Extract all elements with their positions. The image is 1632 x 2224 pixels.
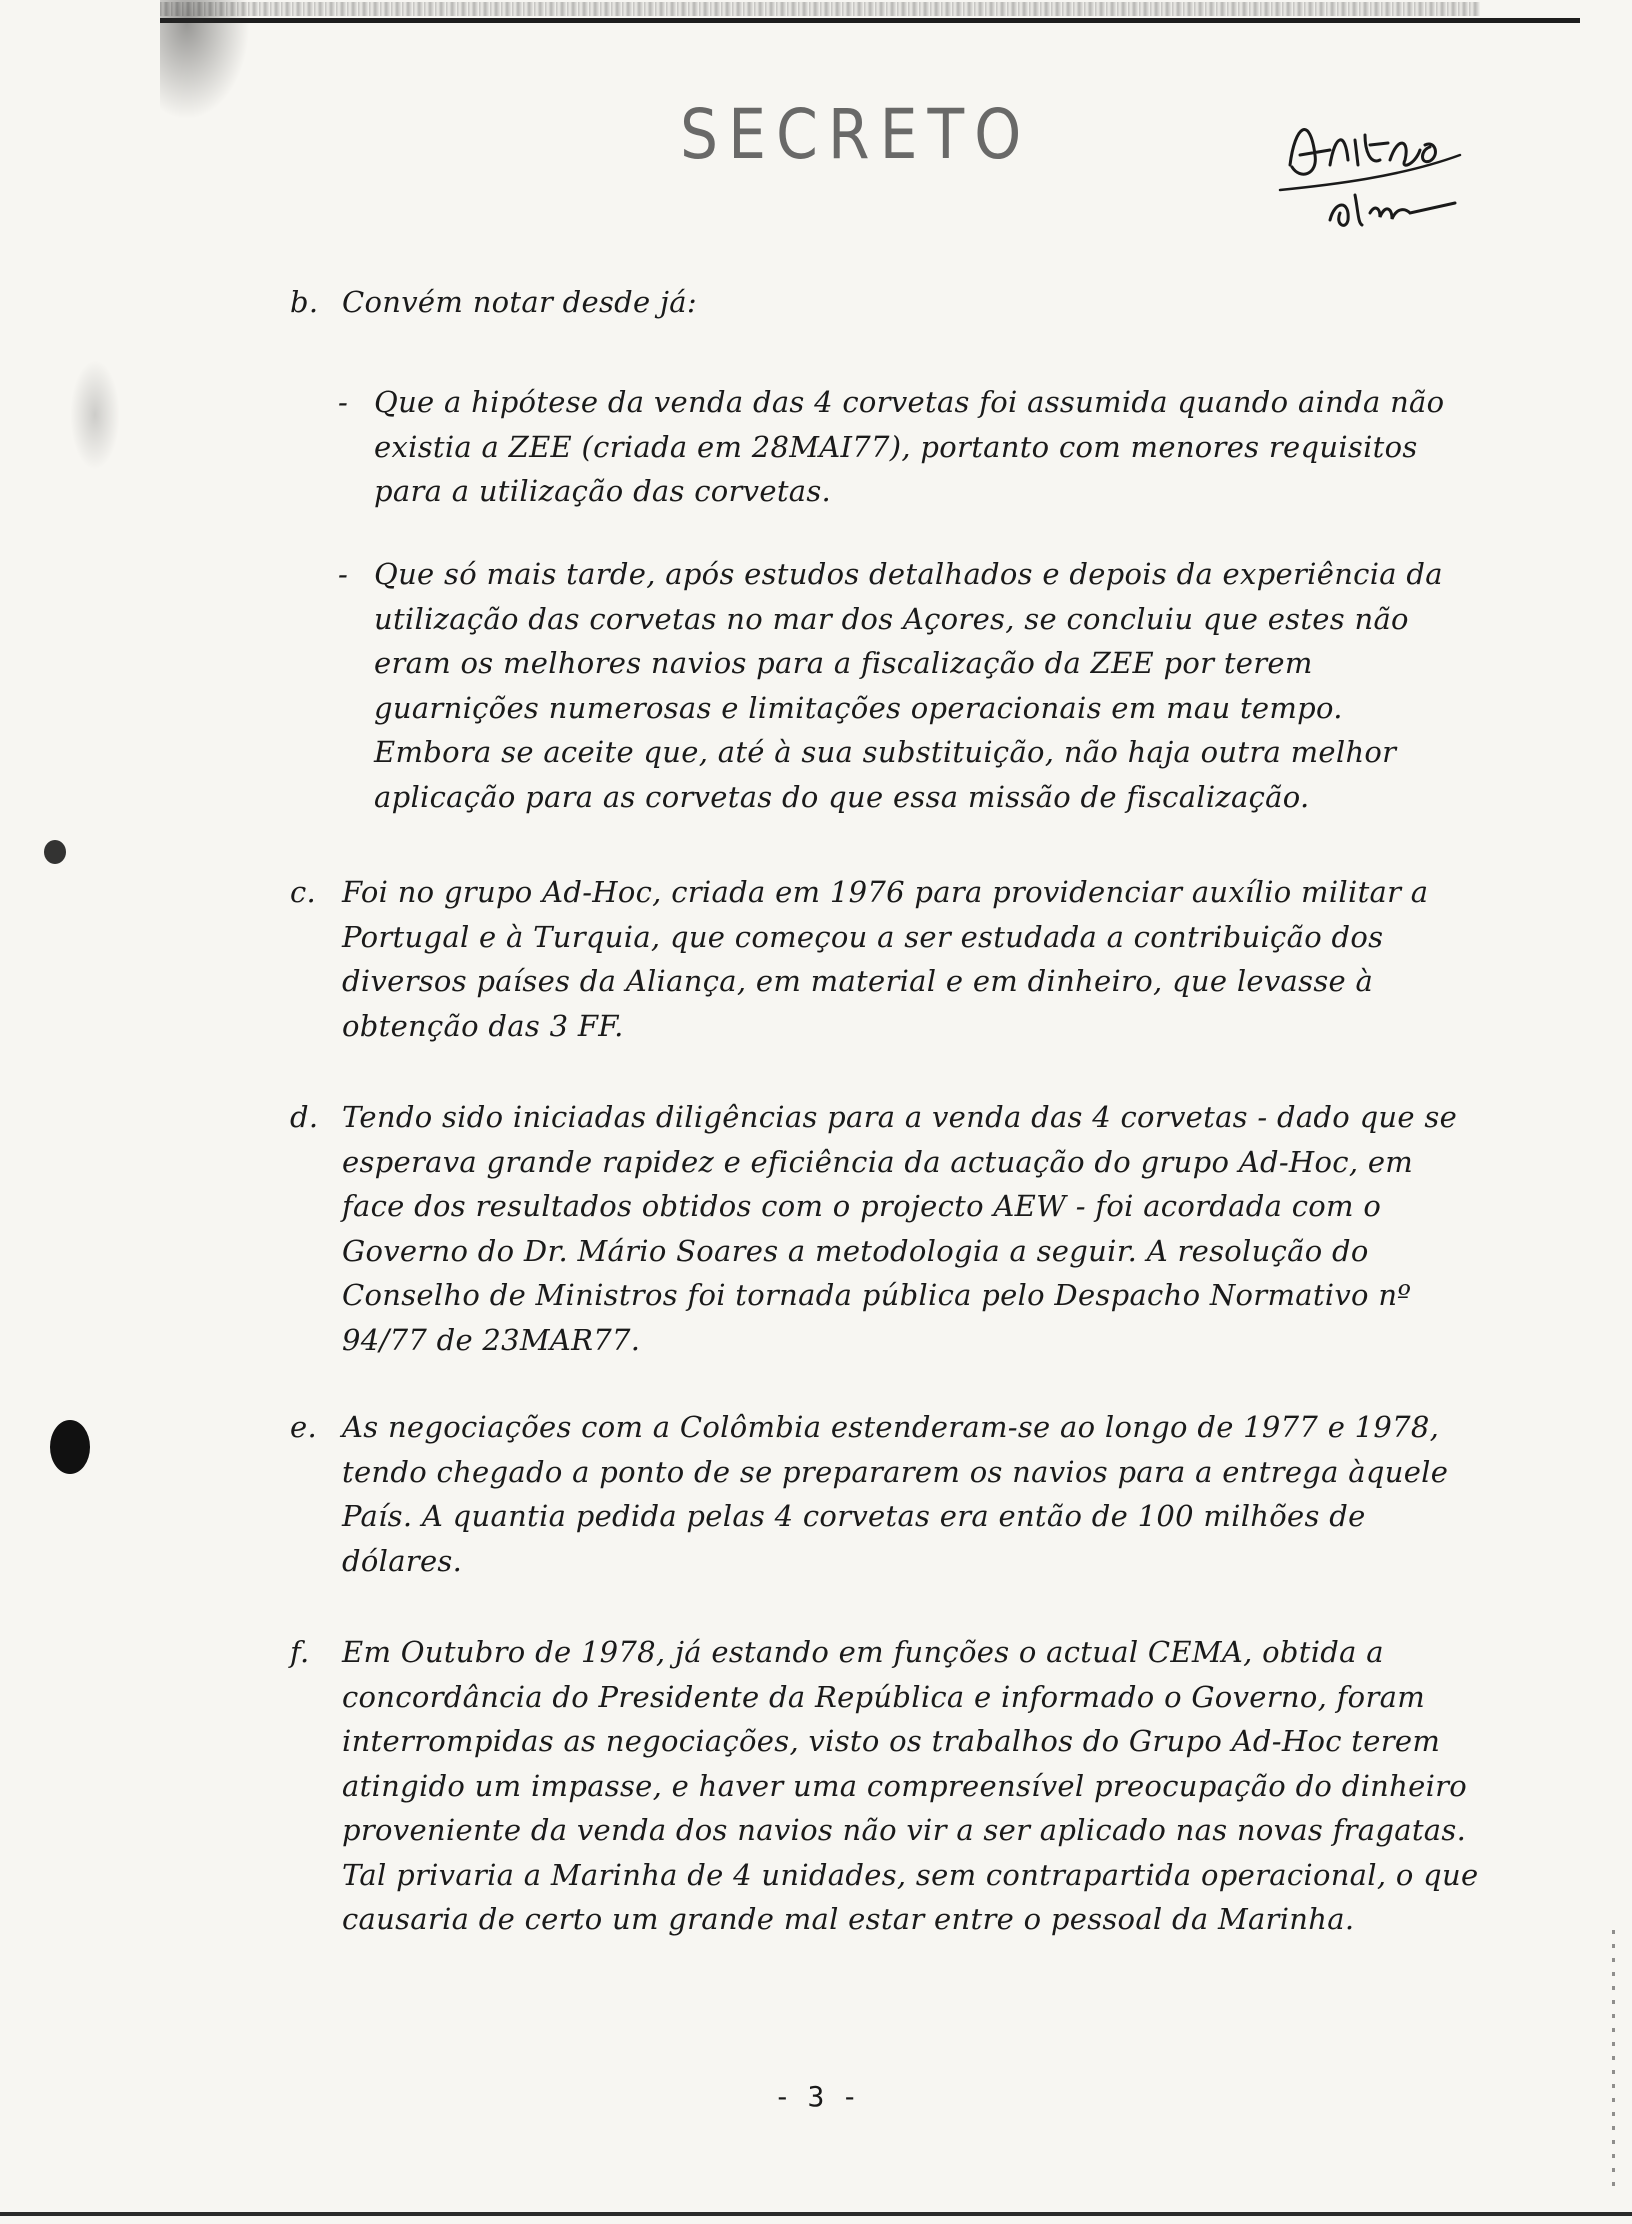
corner-smudge [160, 0, 250, 120]
bottom-scan-line [0, 2212, 1632, 2216]
paragraph-d [290, 1095, 1480, 1362]
subitem-text: Que só mais tarde, após estudos detalhados e depois da experiência da utilização das corvetas no mar dos Açores, se concluiu que estes não eram os melhores navios para a fiscalização da ZEE por terem guarnições numerosas e limitações operacionais em mau tempo. Embora se aceite que, até à sua substituição, não haja outra melhor aplicação para as corvetas do que essa missão de fiscalização. [374, 557, 1443, 814]
subitem-1 [338, 380, 1458, 514]
top-scan-line [160, 18, 1580, 23]
subitem-dash: - [338, 557, 349, 591]
paragraph-e [290, 1405, 1480, 1583]
subitem-text: Que a hipótese da venda das 4 corvetas foi assumida quando ainda não existia a ZEE (criada em 28MAI77), portanto com menores requisitos para a utilização das corvetas. [374, 385, 1445, 508]
paragraph-letter: c. [290, 875, 317, 909]
paragraph-text: As negociações com a Colômbia estenderam-se ao longo de 1977 e 1978, tendo chegado a ponto de se prepararem os navios para a entrega àquele País. A quantia pedida pelas 4 corvetas era então de 100 milhões de dólares. [342, 1410, 1449, 1578]
paragraph-text: Tendo sido iniciadas diligências para a venda das 4 corvetas - dado que se esperava grande rapidez e eficiência da actuação do grupo Ad-Hoc, em face dos resultados obtidos com o projecto AEW - foi acordada com o Governo do Dr. Mário Soares a metodologia a seguir. A resolução do Conselho de Ministros foi tornada pública pelo Despacho Normativo nº 94/77 de 23MAR77. [342, 1100, 1458, 1357]
punch-hole-small [44, 840, 66, 864]
handwritten-signature [1270, 95, 1470, 245]
paragraph-text: Convém notar desde já: [342, 285, 697, 319]
paragraph-f [290, 1630, 1480, 1942]
paragraph-letter: d. [290, 1100, 319, 1134]
subitem-dash: - [338, 385, 349, 419]
page-number: - 3 - [773, 2080, 859, 2113]
punch-hole-large [50, 1420, 90, 1474]
subitem-2 [338, 552, 1458, 819]
right-edge-dots [1612, 1930, 1615, 2190]
paragraph-b [290, 280, 1480, 325]
classification-stamp: SECRETO [680, 94, 1032, 176]
paragraph-letter: e. [290, 1410, 317, 1444]
paragraph-text: Foi no grupo Ad-Hoc, criada em 1976 para providenciar auxílio militar a Portugal e à Turquia, que começou a ser estudada a contribuição dos diversos países da Aliança, em material e em dinheiro, que levasse à obtenção das 3 FF. [342, 875, 1429, 1043]
paragraph-letter: b. [290, 285, 319, 319]
scan-noise-top [160, 2, 1480, 16]
left-speckle [70, 360, 120, 470]
paragraph-c [290, 870, 1480, 1048]
paragraph-letter: f. [290, 1635, 310, 1669]
paragraph-text: Em Outubro de 1978, já estando em funções o actual CEMA, obtida a concordância do Presidente da República e informado o Governo, foram interrompidas as negociações, visto os trabalhos do Grupo Ad-Hoc terem atingido um impasse, e haver uma compreensível preocupação do dinheiro proveniente da venda dos navios não vir a ser aplicado nas novas fragatas. Tal privaria a Marinha de 4 unidades, sem contrapartida operacional, o que causaria de certo um grande mal estar entre o pessoal da Marinha. [342, 1635, 1479, 1936]
